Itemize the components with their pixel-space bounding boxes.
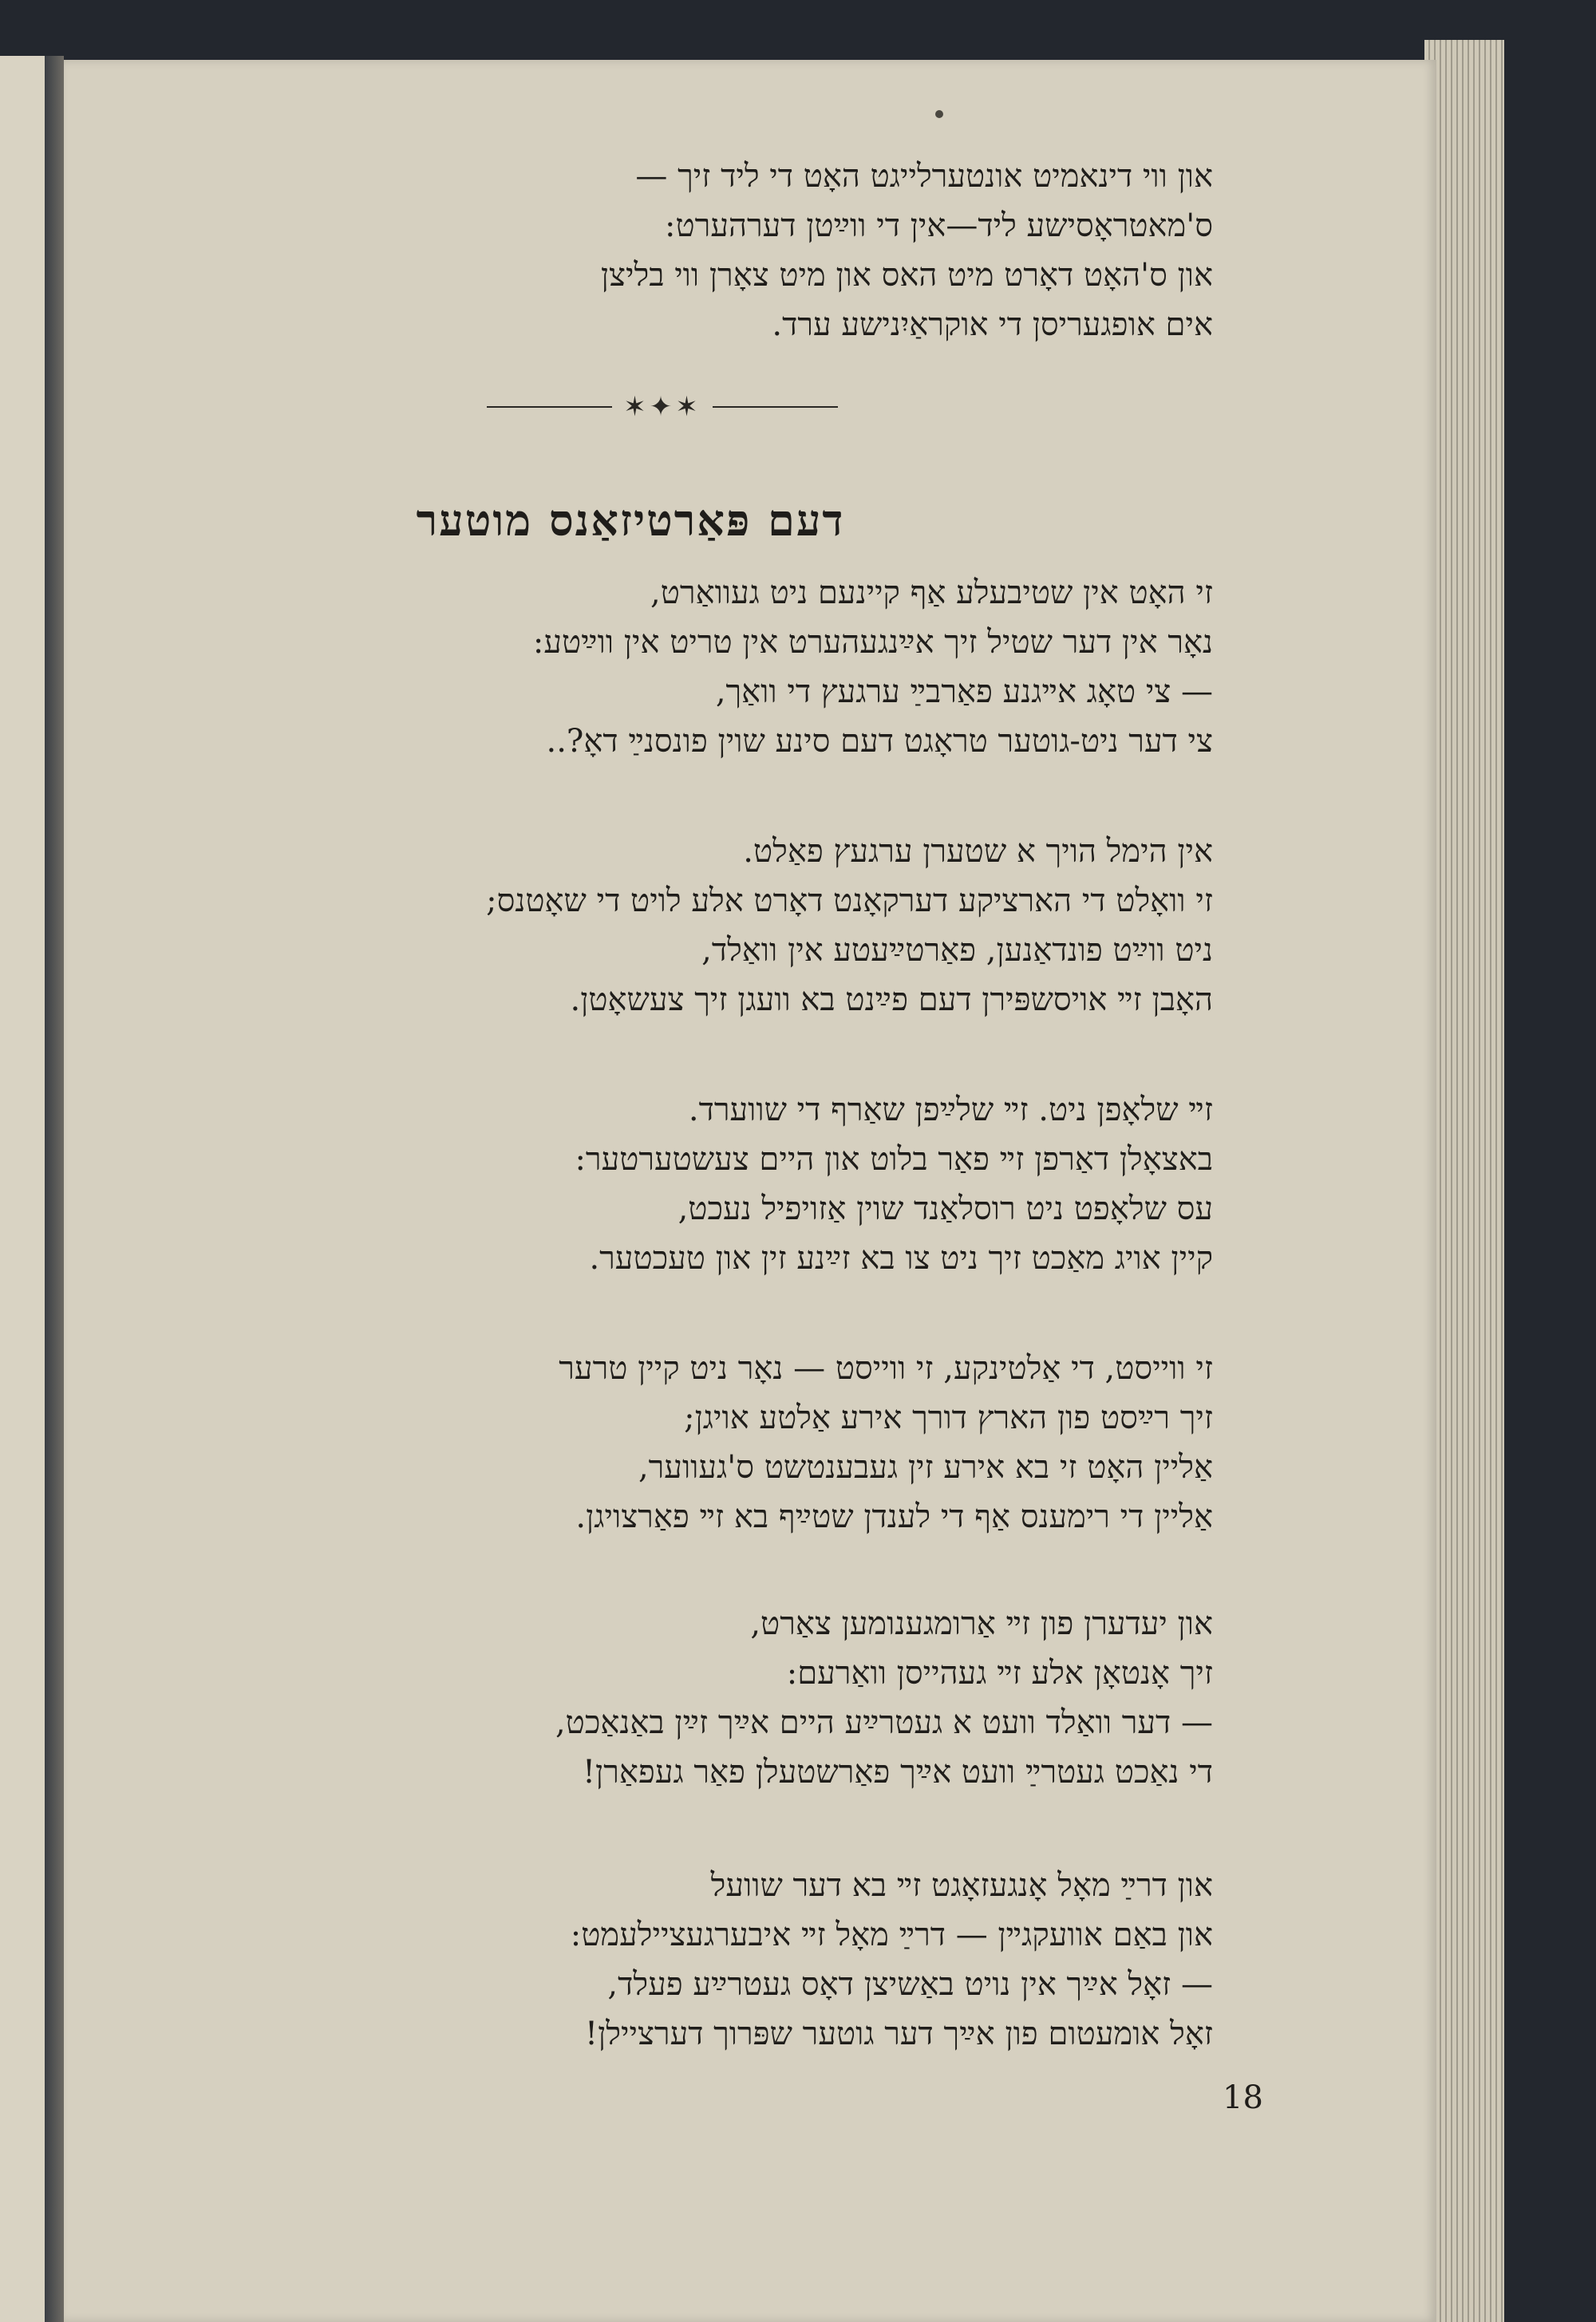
poem-line: האָבן זײ אויסשפּירן דעם פײַנט בא וועגן זיך צעשאָטן. — [570, 981, 1213, 1018]
poem-line: באצאָלן דאַרפן זײ פאַר בלוט און היים צעשטערטער: — [575, 1141, 1213, 1178]
poem-line: און באַם אוועקגײן — דרײַ מאָל זײ איבערגעציילעמט: — [570, 1917, 1213, 1953]
poem-line: די נאַכט געטרײַ וועט אײַך פאַרשטעלן פאַר געפאַרן! — [582, 1754, 1213, 1791]
poem-line: אין הימל הויך א שטערן ערגעץ פאַלט. — [743, 833, 1213, 870]
stanza-5 — [295, 1599, 1213, 1797]
stanza-4 — [295, 1344, 1213, 1542]
poem-line: — זאָל אײַך אין נויט באַשיצן דאָס געטרײַע פעלד, — [607, 1966, 1213, 2003]
stanza-1 — [295, 568, 1213, 766]
divider-ornament: ✶✦✶ — [623, 391, 701, 423]
divider-rule — [713, 406, 838, 408]
ink-dot — [935, 110, 943, 118]
poem-line: — צי טאָג אײגנע פאַרבײַ ערגעץ די וואַך, — [715, 673, 1213, 710]
poem-line: זי האָט אין שטיבעלע אַף קיינעם ניט געוואַרט, — [650, 575, 1213, 611]
poem-line: נאָר אין דער שטיל זיך אײַנגעהערט אין טריט אין ווײַטע: — [532, 624, 1213, 661]
poem-line: זיך רײַסט פון הארץ דורך אירע אַלטע אויגן; — [684, 1400, 1213, 1436]
poem-line: אַליין האָט זי בא אירע זין געבענטשט ס'געווער, — [638, 1449, 1213, 1486]
divider-rule — [487, 406, 612, 408]
poem-line: אַליין די רימענס אַף די לענדן שטײַף בא זײ פאַרצויגן. — [575, 1499, 1213, 1535]
poem-line: זי וואָלט די הארציקע דערקאָנט דאָרט אלע לויט די שאָטנס; — [486, 883, 1213, 919]
facing-page-edge — [0, 56, 46, 2322]
stanza-2 — [295, 827, 1213, 1025]
poem-line: אים אופגעריסן די אוקראַיִנישע ערד. — [772, 306, 1213, 343]
poem-line: ס'מאטראָסישע ליד—אין די ווײַטן דערהערט: — [665, 207, 1213, 244]
poem-line: ניט ווײַט פונדאַנען, פאַרטײַעטע אין וואַלד, — [701, 932, 1213, 969]
poem-line: קיין אויג מאַכט זיך ניט צו בא זײַנע זין און טעכטער. — [589, 1240, 1213, 1277]
section-divider — [487, 391, 838, 423]
poem-line: עס שלאָפט ניט רוסלאַנד שוין אַזויפיל נעכט, — [678, 1191, 1213, 1227]
poem-line: און ווי דינאמיט אונטערלייגט האָט די ליד זיך — — [635, 158, 1213, 195]
poem-line: און ס'האָט דאָרט מיט האס און מיט צאָרן ווי בליצן — [600, 257, 1213, 294]
page-edges — [1424, 40, 1504, 2322]
poem-title: דעם פּאַרטיזאַנס מוטער — [416, 495, 845, 546]
poem-line: און דרײַ מאָל אָנגעזאָגט זײ בא דער שוועל — [710, 1867, 1213, 1904]
page-number: 18 — [1223, 2079, 1263, 2116]
poem-line: — דער וואַלד וועט א געטרײַע היים אײַך זײַן באַנאַכט, — [555, 1704, 1213, 1741]
top-stanza — [295, 152, 1213, 349]
stanza-6 — [295, 1861, 1213, 2059]
poem-line: און יעדערן פון זײ אַרומגענומען צאַרט, — [750, 1605, 1213, 1642]
poem-line: צי דער ניט-גוטער טראָגט דעם סינע שוין פונסנײַ דאָ?.. — [546, 723, 1213, 760]
poem-line: זאָל אומעטום פון אײַך דער גוטער שפּרוך דערציילן! — [585, 2016, 1213, 2052]
poem-line: זײ שלאָפן ניט. זײ שלײַפן שאַרף די שווערד. — [688, 1092, 1213, 1128]
poem-line: זי ווייסט, די אַלטינקע, זי ווייסט — נאָר ניט קיין טרער — [559, 1350, 1213, 1387]
poem-line: זיך אָנטאָן אלע זײ געהייסן וואַרעם: — [786, 1655, 1213, 1692]
book-gutter — [45, 56, 64, 2322]
stanza-3 — [295, 1085, 1213, 1283]
